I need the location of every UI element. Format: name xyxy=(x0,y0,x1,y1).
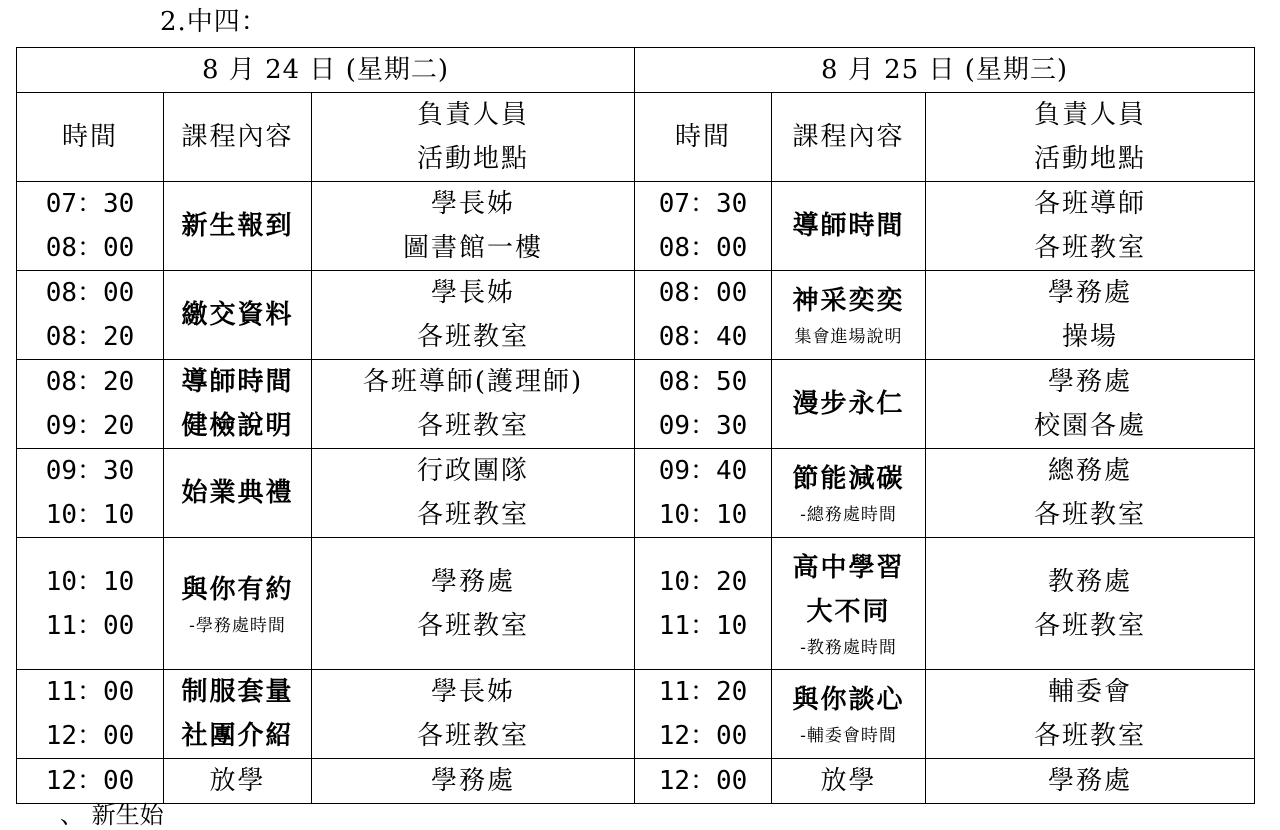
day-1-time-cell xyxy=(17,670,164,759)
start-time: 07：30 xyxy=(658,189,748,219)
responsible-person: 輔委會 xyxy=(1048,677,1133,707)
start-time: 12：00 xyxy=(658,766,748,796)
end-time: 08：20 xyxy=(45,322,135,352)
end-time: 09：30 xyxy=(658,411,748,441)
responsible-person: 學務處 xyxy=(1048,367,1133,397)
day-2-course-cell xyxy=(772,670,926,759)
course-title: 繳交資料 xyxy=(181,300,294,330)
end-time: 09：20 xyxy=(45,411,135,441)
responsible-person: 學務處 xyxy=(1048,278,1133,308)
day-2-time-cell xyxy=(635,538,772,670)
responsible-person: 學務處 xyxy=(1048,766,1133,796)
end-time: 08：00 xyxy=(45,233,135,263)
course-title: 放學 xyxy=(209,766,266,796)
start-time: 08：00 xyxy=(658,278,748,308)
activity-location: 各班教室 xyxy=(1034,610,1147,641)
course-title: 制服套量 xyxy=(181,677,294,707)
start-time: 10：10 xyxy=(45,566,135,597)
day-1-person-place-header xyxy=(312,93,635,182)
day-1-course-cell xyxy=(164,182,312,271)
day-2-person-place-cell xyxy=(926,360,1255,449)
day-2-course-cell xyxy=(772,271,926,360)
day-1-time-cell xyxy=(17,182,164,271)
day-1-date: 8 月 24 日 (星期二) xyxy=(17,48,635,93)
activity-location: 各班教室 xyxy=(417,322,530,352)
day-2-course-cell xyxy=(772,182,926,271)
end-time: 11：00 xyxy=(45,610,135,641)
day-2-course-cell xyxy=(772,360,926,449)
day-1-person-place-cell xyxy=(312,271,635,360)
day-1-time-cell xyxy=(17,538,164,670)
course-title: 與你談心 xyxy=(792,685,905,715)
day-2-time-cell xyxy=(635,449,772,538)
table-row xyxy=(17,360,1255,449)
course-title: 神采奕奕 xyxy=(792,286,905,316)
table-row xyxy=(17,538,1255,670)
day-2-time-header: 時間 xyxy=(635,93,772,182)
end-time: 11：10 xyxy=(658,610,748,641)
footer-partial-text: 、 新生始 xyxy=(60,801,164,829)
day-2-person-place-cell xyxy=(926,182,1255,271)
responsible-person: 學務處 xyxy=(431,766,516,796)
day-1-person-place-cell xyxy=(312,360,635,449)
course-title: 節能減碳 xyxy=(792,464,905,494)
day-1-course-cell xyxy=(164,670,312,759)
course-subtitle: -教務處時間 xyxy=(800,637,897,658)
table-row xyxy=(17,759,1255,804)
day-1-course-cell xyxy=(164,360,312,449)
day-2-course-cell xyxy=(772,759,926,804)
day-1-person-place-cell xyxy=(312,759,635,804)
day-2-time-cell xyxy=(635,360,772,449)
table-row xyxy=(17,670,1255,759)
start-time: 09：40 xyxy=(658,456,748,486)
responsible-person: 各班導師 xyxy=(1034,189,1147,219)
day-2-person-place-cell xyxy=(926,538,1255,670)
start-time: 08：50 xyxy=(658,367,748,397)
end-time: 08：40 xyxy=(658,322,748,352)
day-1-course-cell xyxy=(164,538,312,670)
activity-location: 各班教室 xyxy=(417,610,530,641)
date-row xyxy=(17,48,1255,93)
course-title: 漫步永仁 xyxy=(792,389,905,419)
activity-location: 各班教室 xyxy=(417,500,530,530)
course-subtitle: -學務處時間 xyxy=(189,615,286,636)
activity-location: 各班教室 xyxy=(417,411,530,441)
table-row xyxy=(17,449,1255,538)
schedule-table xyxy=(16,47,1255,804)
start-time: 09：30 xyxy=(45,456,135,486)
table-row xyxy=(17,182,1255,271)
start-time: 11：00 xyxy=(45,677,135,707)
day-2-course-cell xyxy=(772,538,926,670)
course-title: 健檢說明 xyxy=(181,411,294,441)
day-1-time-cell xyxy=(17,449,164,538)
course-title: 新生報到 xyxy=(181,211,294,241)
activity-location: 各班教室 xyxy=(417,721,530,751)
responsible-person: 學長姊 xyxy=(431,278,516,308)
section-heading: 2.中四： xyxy=(160,7,268,37)
activity-location: 各班教室 xyxy=(1034,500,1147,530)
day-1-person-place-cell xyxy=(312,670,635,759)
start-time: 10：20 xyxy=(658,566,748,597)
end-time: 10：10 xyxy=(658,500,748,530)
day-1-course-cell xyxy=(164,271,312,360)
activity-location: 操場 xyxy=(1062,322,1119,352)
day-2-time-cell xyxy=(635,759,772,804)
course-title: 放學 xyxy=(820,766,877,796)
day-2-person-place-cell xyxy=(926,271,1255,360)
place-header-label: 活動地點 xyxy=(417,144,530,174)
day-1-time-cell xyxy=(17,360,164,449)
course-subtitle: -輔委會時間 xyxy=(800,726,897,746)
place-header-label: 活動地點 xyxy=(1034,144,1147,174)
day-1-person-place-cell xyxy=(312,449,635,538)
day-1-time-cell xyxy=(17,271,164,360)
day-2-course-header: 課程內容 xyxy=(772,93,926,182)
responsible-person: 學長姊 xyxy=(431,189,516,219)
start-time: 08：00 xyxy=(45,278,135,308)
course-subtitle: -總務處時間 xyxy=(800,505,897,525)
activity-location: 校園各處 xyxy=(1034,411,1147,441)
responsible-person: 各班導師(護理師) xyxy=(362,367,584,397)
end-time: 12：00 xyxy=(45,721,135,751)
responsible-person: 學務處 xyxy=(431,566,516,597)
start-time: 07：30 xyxy=(45,189,135,219)
course-title: 高中學習 xyxy=(792,552,905,583)
end-time: 10：10 xyxy=(45,500,135,530)
day-2-time-cell xyxy=(635,182,772,271)
day-2-person-place-cell xyxy=(926,449,1255,538)
start-time: 08：20 xyxy=(45,367,135,397)
day-1-time-cell xyxy=(17,759,164,804)
course-title: 社團介紹 xyxy=(181,721,294,751)
day-2-date: 8 月 25 日 (星期三) xyxy=(635,48,1255,93)
person-header-label: 負責人員 xyxy=(1034,100,1147,130)
course-subtitle: 集會進場說明 xyxy=(794,327,903,347)
day-1-course-cell xyxy=(164,449,312,538)
activity-location: 各班教室 xyxy=(1034,233,1147,263)
day-1-person-place-cell xyxy=(312,182,635,271)
day-2-time-cell xyxy=(635,271,772,360)
day-2-person-place-cell xyxy=(926,670,1255,759)
responsible-person: 行政團隊 xyxy=(417,456,530,486)
day-1-course-header: 課程內容 xyxy=(164,93,312,182)
course-title: 大不同 xyxy=(806,596,891,627)
day-2-time-cell xyxy=(635,670,772,759)
day-1-course-cell xyxy=(164,759,312,804)
course-title: 始業典禮 xyxy=(181,478,294,508)
end-time: 12：00 xyxy=(658,721,748,751)
person-header-label: 負責人員 xyxy=(417,100,530,130)
day-2-person-place-cell xyxy=(926,759,1255,804)
course-title: 與你有約 xyxy=(181,574,294,605)
activity-location: 圖書館一樓 xyxy=(403,233,544,263)
day-1-person-place-cell xyxy=(312,538,635,670)
end-time: 08：00 xyxy=(658,233,748,263)
responsible-person: 學長姊 xyxy=(431,677,516,707)
course-title: 導師時間 xyxy=(792,211,905,241)
start-time: 12：00 xyxy=(45,766,135,796)
start-time: 11：20 xyxy=(658,677,748,707)
course-title: 導師時間 xyxy=(181,367,294,397)
activity-location: 各班教室 xyxy=(1034,721,1147,751)
header-row xyxy=(17,93,1255,182)
day-2-course-cell xyxy=(772,449,926,538)
responsible-person: 總務處 xyxy=(1048,456,1133,486)
responsible-person: 教務處 xyxy=(1048,566,1133,597)
day-2-person-place-header xyxy=(926,93,1255,182)
table-row xyxy=(17,271,1255,360)
day-1-time-header: 時間 xyxy=(17,93,164,182)
